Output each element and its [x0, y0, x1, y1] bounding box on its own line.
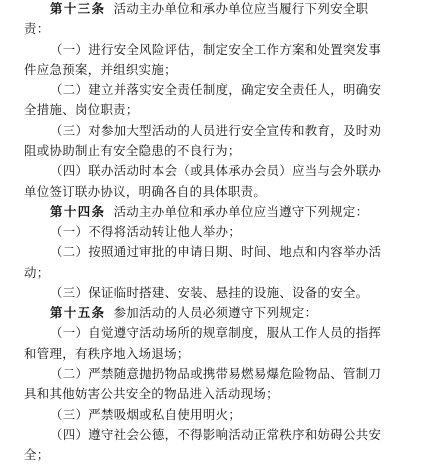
article-15-item-3: （三）严禁吸烟或私自使用明火；	[50, 406, 242, 422]
article-14-heading	[0, 202, 439, 222]
article-15-item-2-line-2: 具和其他妨害公共安全的物品进入活动现场；	[24, 386, 279, 402]
article-13-intro-line-2: 责：	[24, 21, 50, 37]
article-14-intro: 活动主办单位和承办单位应当遵守下列规定：	[113, 203, 369, 219]
article-13-item-4-line-1: （四）联办活动时本会（或具体承办会员）应当与会外联办	[50, 163, 382, 179]
article-15-item-1-line-1: （一）自觉遵守活动场所的规章制度，服从工作人员的指挥	[50, 325, 382, 341]
article-13-item-1-line-2: 件应急预案，并组织实施；	[24, 61, 177, 77]
article-14-item-1: （一）不得将活动转让他人举办；	[50, 224, 242, 239]
article-13-number: 第十三条	[50, 1, 106, 16]
article-13-item-1-line-1: （一）进行安全风险评估，制定安全工作方案和处置突发事	[50, 41, 382, 57]
article-13-heading	[0, 0, 439, 19]
article-15-item-4-line-2: 全；	[24, 447, 50, 462]
article-15-number: 第十五条	[50, 305, 106, 321]
article-15-intro: 参加活动的人员必须遵守下列规定：	[113, 305, 318, 321]
article-13-item-2-line-1: （二）建立并落实安全责任制度，确定安全责任人，明确安	[50, 82, 382, 98]
article-15-item-2-line-1: （二）严禁随意抛扔物品或携带易燃易爆危险物品、管制刀	[50, 365, 382, 381]
article-14-number: 第十四条	[50, 203, 106, 219]
article-14-item-3: （三）保证临时搭建、安装、悬挂的设施、设备的安全。	[50, 284, 369, 300]
article-14-item-2-line-1: （二）按照通过审批的申请日期、时间、地点和内容举办活	[50, 244, 382, 260]
article-13-item-2-line-2: 全措施、岗位职责；	[24, 102, 139, 118]
article-14-item-2-line-2: 动；	[24, 264, 50, 280]
article-15-item-4-line-1: （四）遵守社会公德，不得影响活动正常秩序和妨碍公共安	[50, 426, 382, 442]
article-13-item-3-line-1: （三）对参加大型活动的人员进行安全宣传和教育，及时劝	[50, 122, 382, 138]
article-13-item-3-line-2: 阻或协助制止有安全隐患的不良行为；	[24, 142, 241, 158]
article-13-intro-line-1: 活动主办单位和承办单位应当履行下列安全职	[113, 1, 369, 16]
article-15-item-1-line-2: 和管理，有秩序地入场退场；	[24, 345, 190, 361]
article-13-item-4-line-2: 单位签订联办协议，明确各自的具体职责。	[24, 183, 267, 199]
article-15-heading	[0, 303, 439, 323]
